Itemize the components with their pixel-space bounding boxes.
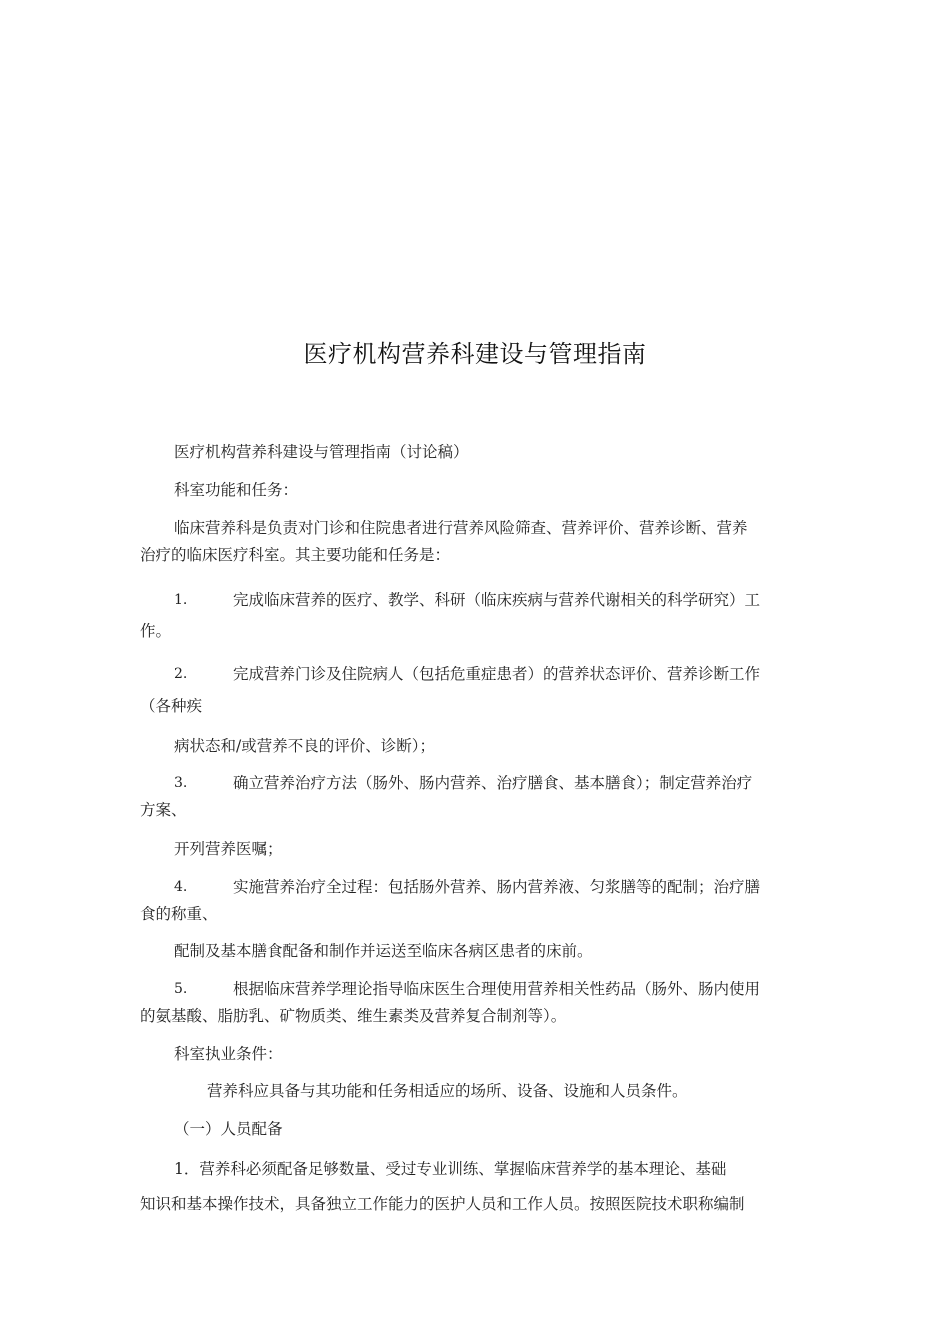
list-number: 3. (174, 775, 188, 791)
section-heading-functions: 科室功能和任务： (174, 481, 299, 499)
list-item-line: 病状态和/或营养不良的评价、诊断）； (174, 737, 435, 755)
list-item-line: （各种疾 (140, 697, 203, 715)
list-number: 1. (174, 592, 188, 608)
list-item-line: 作。 (140, 622, 172, 640)
subsection-heading: （一）人员配备 (174, 1120, 283, 1138)
list-number: 2. (174, 666, 188, 682)
list-item-line: 食的称重、 (140, 905, 218, 923)
list-item-line: 完成营养门诊及住院病人（包括危重症患者）的营养状态评价、营养诊断工作 (233, 665, 761, 683)
subtitle-line: 医疗机构营养科建设与管理指南（讨论稿） (174, 443, 469, 461)
list-item-line: 开列营养医嘱； (174, 840, 283, 858)
list-number: 4. (174, 879, 188, 895)
list-number: 5. (174, 981, 188, 997)
list-item-line: 实施营养治疗全过程：包括肠外营养、肠内营养液、匀浆膳等的配制；治疗膳 (233, 878, 761, 896)
section-heading-conditions: 科室执业条件： (174, 1045, 283, 1063)
paragraph-line: 知识和基本操作技术，具备独立工作能力的医护人员和工作人员。按照医院技术职称编制 (140, 1195, 745, 1213)
list-item-line: 方案、 (140, 801, 187, 819)
paragraph-line: 1．营养科必须配备足够数量、受过专业训练、掌握临床营养学的基本理论、基础 (174, 1160, 727, 1178)
list-item-line: 的氨基酸、脂肪乳、矿物质类、维生素类及营养复合制剂等）。 (140, 1007, 567, 1025)
paragraph-line: 治疗的临床医疗科室。其主要功能和任务是： (140, 546, 451, 564)
list-item-line: 完成临床营养的医疗、教学、科研（临床疾病与营养代谢相关的科学研究）工 (233, 591, 761, 609)
document-title: 医疗机构营养科建设与管理指南 (303, 340, 647, 368)
paragraph-line: 营养科应具备与其功能和任务相适应的场所、设备、设施和人员条件。 (207, 1082, 688, 1100)
list-item-line: 根据临床营养学理论指导临床医生合理使用营养相关性药品（肠外、肠内使用 (233, 980, 761, 998)
list-item-line: 确立营养治疗方法（肠外、肠内营养、治疗膳食、基本膳食）；制定营养治疗 (233, 774, 753, 792)
list-item-line: 配制及基本膳食配备和制作并运送至临床各病区患者的床前。 (174, 942, 593, 960)
paragraph-line: 临床营养科是负责对门诊和住院患者进行营养风险筛查、营养评价、营养诊断、营养 (174, 519, 748, 537)
